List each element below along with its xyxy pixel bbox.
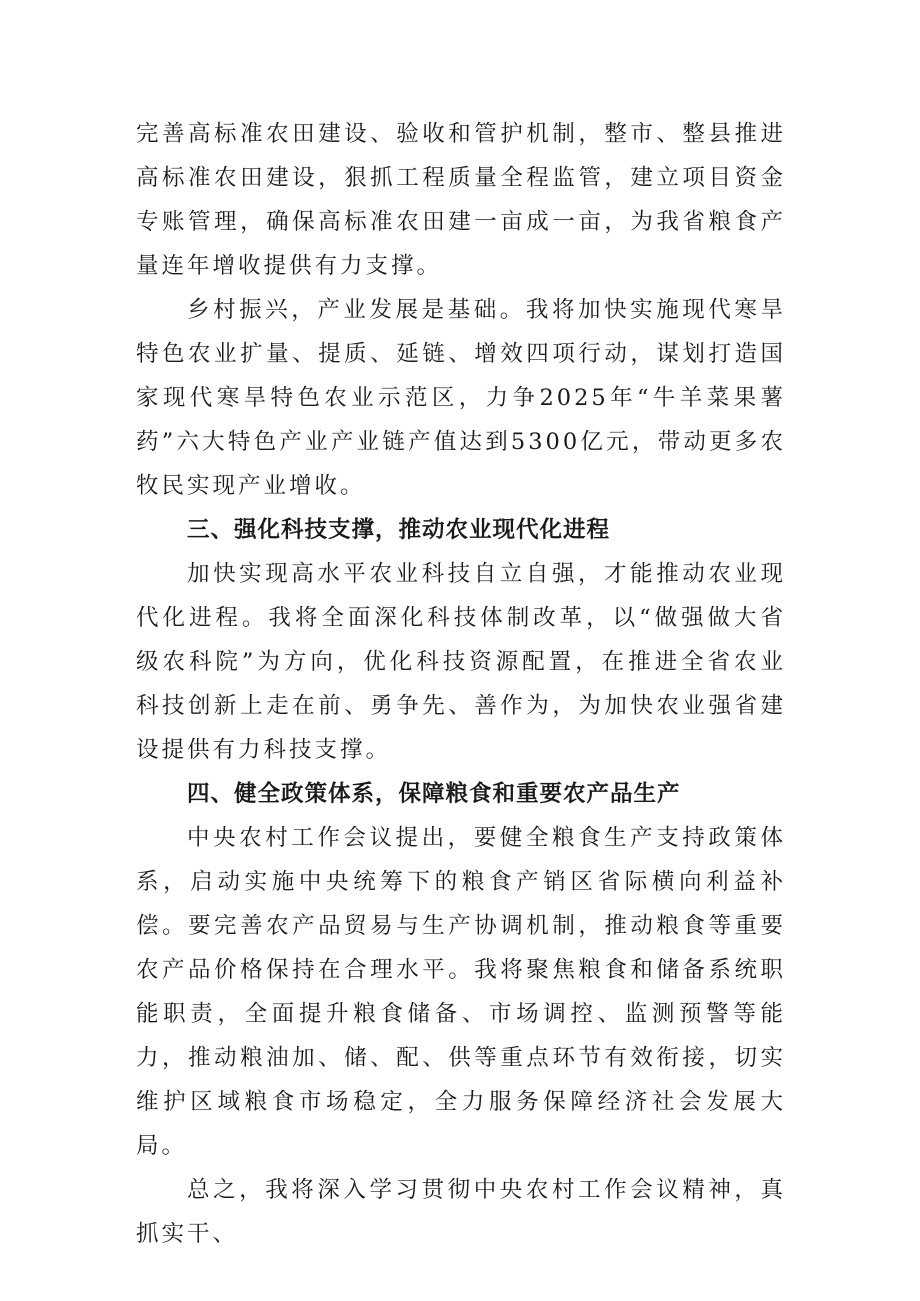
section-heading-4: 四、健全政策体系，保障粮食和重要农产品生产 <box>187 781 681 807</box>
paragraph-farmland: 完善高标准农田建设、验收和管护机制，整市、整县推进高标准农田建设，狠抓工程质量全程监管，建立项目资金专账管理，确保高标准农田建一亩成一亩，为我省粮食产量连年增收提供有力支撑。 <box>136 121 786 279</box>
document-body <box>136 112 786 1256</box>
paragraph-industry: 乡村振兴，产业发展是基础。我将加快实施现代寒旱特色农业扩量、提质、延链、增效四项行动，谋划打造国家现代寒旱特色农业示范区，力争2025年“牛羊菜果薯药”六大特色产业产业链产值达到5300亿元，带动更多农牧民实现产业增收。 <box>136 297 786 499</box>
paragraph-technology: 加快实现高水平农业科技自立自强，才能推动农业现代化进程。我将全面深化科技体制改革，以“做强做大省级农科院”为方向，优化科技资源配置，在推进全省农业科技创新上走在前、勇争先、善作为，为加快农业强省建设提供有力科技支撑。 <box>136 561 786 763</box>
section-heading-3: 三、强化科技支撑，推动农业现代化进程 <box>187 517 611 543</box>
paragraph-policy: 中央农村工作会议提出，要健全粮食生产支持政策体系，启动实施中央统筹下的粮食产销区省际横向利益补偿。要完善农产品贸易与生产协调机制，推动粮食等重要农产品价格保持在合理水平。我将聚焦粮食和储备系统职能职责，全面提升粮食储备、市场调控、监测预警等能力，推动粮油加、储、配、供等重点环节有效衔接，切实维护区域粮食市场稳定，全力服务保障经济社会发展大局。 <box>136 825 786 1159</box>
paragraph-conclusion: 总之，我将深入学习贯彻中央农村工作会议精神，真抓实干、 <box>136 1177 786 1247</box>
